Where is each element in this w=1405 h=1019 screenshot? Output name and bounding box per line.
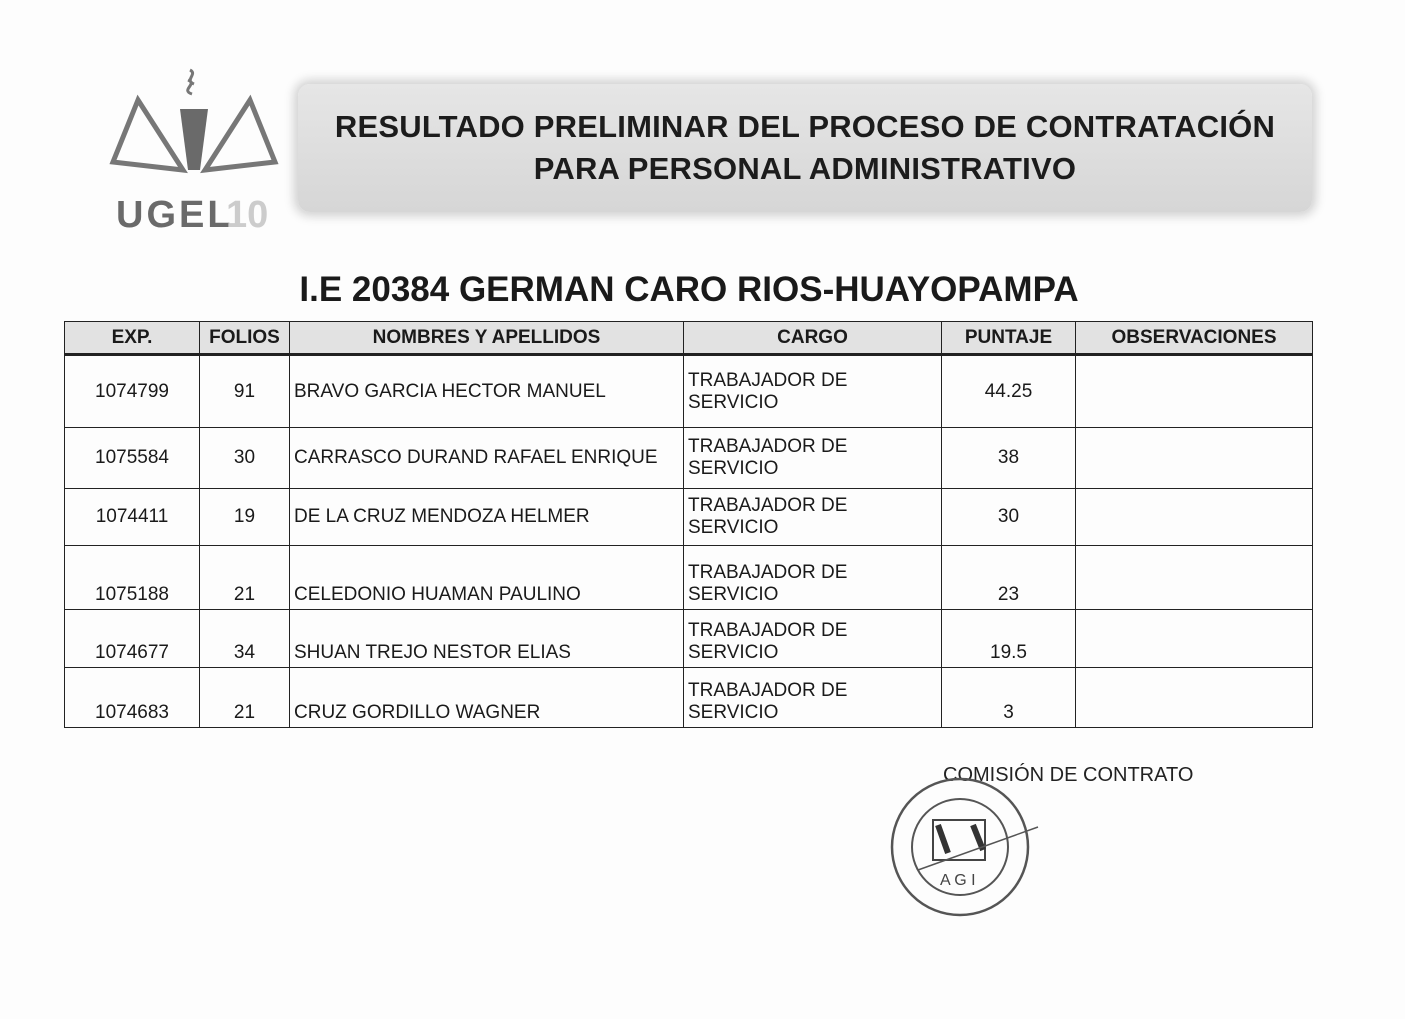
results-table: [64, 321, 1313, 728]
exp-cell: 1074799: [65, 355, 200, 428]
name-cell: SHUAN TREJO NESTOR ELIAS: [290, 610, 684, 668]
cargo-cell: TRABAJADOR DE SERVICIO: [684, 355, 942, 428]
puntaje-cell: 23: [942, 546, 1076, 610]
table-row: [65, 610, 1313, 668]
table-header: [65, 322, 1313, 355]
col-folios: FOLIOS: [200, 322, 290, 355]
folios-cell: 21: [200, 546, 290, 610]
title-line-2: PARA PERSONAL ADMINISTRATIVO: [533, 151, 1077, 186]
observaciones-cell: [1076, 668, 1313, 728]
cargo-cell: TRABAJADOR DE SERVICIO: [684, 610, 942, 668]
exp-cell: 1074411: [65, 489, 200, 546]
observaciones-cell: [1076, 428, 1313, 489]
col-observaciones: OBSERVACIONES: [1076, 322, 1313, 355]
official-seal: [878, 775, 1043, 920]
col-puntaje: PUNTAJE: [942, 322, 1076, 355]
cargo-cell: TRABAJADOR DE SERVICIO: [684, 489, 942, 546]
exp-cell: 1075584: [65, 428, 200, 489]
folios-cell: 21: [200, 668, 290, 728]
exp-cell: 1074677: [65, 610, 200, 668]
folios-cell: 30: [200, 428, 290, 489]
exp-cell: 1075188: [65, 546, 200, 610]
table-row: [65, 355, 1313, 428]
name-cell: BRAVO GARCIA HECTOR MANUEL: [290, 355, 684, 428]
title-banner: [298, 84, 1312, 212]
table-row: [65, 546, 1313, 610]
table-row: [65, 668, 1313, 728]
table-row: [65, 428, 1313, 489]
folios-cell: 91: [200, 355, 290, 428]
col-cargo: CARGO: [684, 322, 942, 355]
col-nombres: NOMBRES Y APELLIDOS: [290, 322, 684, 355]
title-line-1: RESULTADO PRELIMINAR DEL PROCESO DE CONTRATACIÓN: [334, 109, 1276, 144]
name-cell: DE LA CRUZ MENDOZA HELMER: [290, 489, 684, 546]
commission-label: COMISIÓN DE CONTRATO: [943, 764, 1194, 786]
observaciones-cell: [1076, 546, 1313, 610]
svg-text:UGEL: UGEL: [116, 194, 234, 236]
name-cell: CARRASCO DURAND RAFAEL ENRIQUE: [290, 428, 684, 489]
cargo-cell: TRABAJADOR DE SERVICIO: [684, 546, 942, 610]
name-cell: CELEDONIO HUAMAN PAULINO: [290, 546, 684, 610]
puntaje-cell: 38: [942, 428, 1076, 489]
folios-cell: 19: [200, 489, 290, 546]
observaciones-cell: [1076, 489, 1313, 546]
observaciones-cell: [1076, 355, 1313, 428]
name-cell: CRUZ GORDILLO WAGNER: [290, 668, 684, 728]
col-exp: EXP.: [65, 322, 200, 355]
puntaje-cell: 19.5: [942, 610, 1076, 668]
puntaje-cell: 3: [942, 668, 1076, 728]
folios-cell: 34: [200, 610, 290, 668]
school-title: I.E 20384 GERMAN CARO RIOS-HUAYOPAMPA: [299, 270, 1079, 309]
observaciones-cell: [1076, 610, 1313, 668]
svg-text:A G I: A G I: [940, 872, 976, 889]
cargo-cell: TRABAJADOR DE SERVICIO: [684, 668, 942, 728]
svg-text:10: 10: [226, 194, 269, 236]
puntaje-cell: 30: [942, 489, 1076, 546]
table-row: [65, 489, 1313, 546]
cargo-cell: TRABAJADOR DE SERVICIO: [684, 428, 942, 489]
exp-cell: 1074683: [65, 668, 200, 728]
ugel-logo: [108, 62, 280, 247]
puntaje-cell: 44.25: [942, 355, 1076, 428]
